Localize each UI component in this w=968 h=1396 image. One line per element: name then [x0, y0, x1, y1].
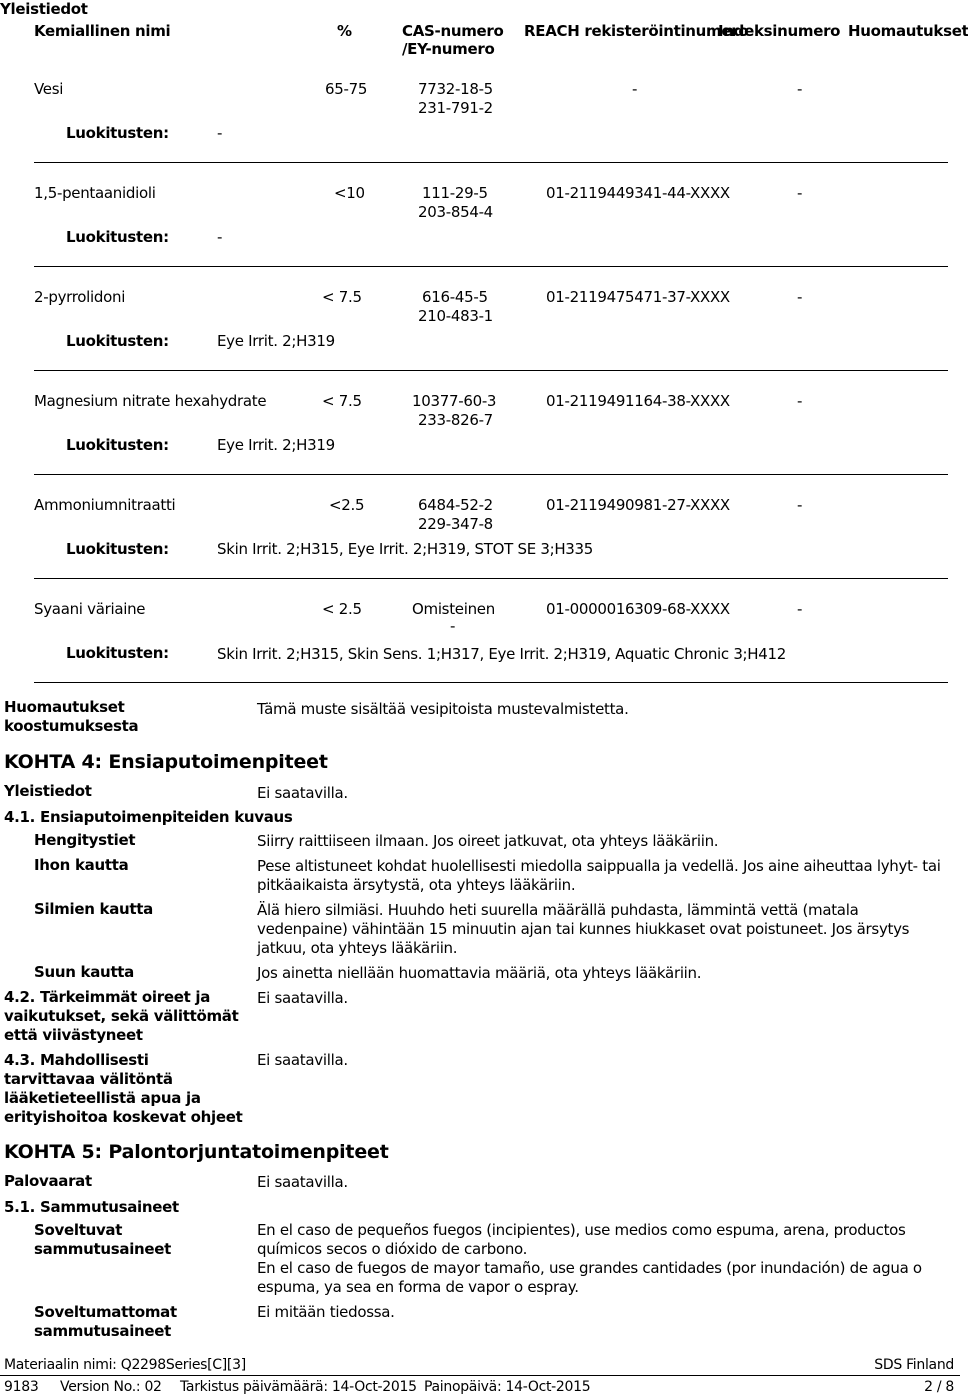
skin-text: Pese altistuneet kohdat huolellisesti miedolla saippualla ja vedellä. Jos aine aiheuttaa lyhyt- tai pitkäaikaista ärsytystä, ota yhteys lääkäriin.	[257, 857, 941, 894]
suitable-media-label: Soveltuvat	[34, 1221, 123, 1239]
header-notes: Huomautukset	[848, 22, 968, 40]
general-label: Yleistiedot	[4, 782, 92, 800]
row-percent: <10	[334, 184, 365, 202]
suitable-media-text: En el caso de fuegos de mayor tamaño, use grandes cantidades (por inundación) de agua o espuma, ya sea en forma de vapor o espray.	[257, 1259, 922, 1296]
section-5-title: KOHTA 5: Palontorjuntatoimenpiteet	[4, 1141, 389, 1163]
classification-label: Luokitusten:	[66, 228, 169, 246]
row-divider	[34, 162, 948, 163]
suitable-media-text: En el caso de pequeños fuegos (incipientes), use medios como espuma, arena, productos químicos secos o dióxido de carbono.	[257, 1221, 906, 1258]
unsuitable-media-label: Soveltumattomat	[34, 1303, 177, 1321]
row-chemical-name: Vesi	[34, 80, 64, 98]
top-heading: Yleistiedot	[0, 0, 88, 18]
row-ec: 210-483-1	[418, 307, 493, 325]
row-index: -	[797, 496, 803, 514]
unsuitable-media-label: sammutusaineet	[34, 1322, 172, 1340]
composition-note-text: Tämä muste sisältää vesipitoista mustevalmistetta.	[257, 700, 629, 718]
subsection-5-1-title: 5.1. Sammutusaineet	[4, 1198, 179, 1216]
classification-value: Eye Irrit. 2;H319	[217, 436, 335, 454]
row-chemical-name: Ammoniumnitraatti	[34, 496, 176, 514]
row-notes: -	[797, 80, 803, 98]
footer-print-date: Painopäivä: 14-Oct-2015	[424, 1379, 591, 1395]
subsection-4-3-title: 4.3. Mahdollisesti tarvittavaa välitöntä lääketieteellistä apua ja erityishoitoa koskevat ohjeet	[4, 1051, 243, 1126]
row-index: -	[797, 184, 803, 202]
header-chemical-name: Kemiallinen nimi	[34, 22, 171, 40]
classification-value: Skin Irrit. 2;H315, Skin Sens. 1;H317, Eye Irrit. 2;H319, Aquatic Chronic 3;H412	[217, 645, 787, 663]
classification-label: Luokitusten:	[66, 540, 169, 558]
row-reach: 01-2119449341-44-XXXX	[546, 184, 730, 202]
skin-label: Ihon kautta	[34, 856, 129, 874]
fire-hazards-value: Ei saatavilla.	[257, 1173, 348, 1191]
row-percent: < 7.5	[322, 392, 362, 410]
classification-label: Luokitusten:	[66, 332, 169, 350]
row-cas: 10377-60-3	[412, 392, 497, 410]
row-reach: 01-0000016309-68-XXXX	[546, 600, 730, 618]
footer-divider	[0, 1375, 960, 1376]
row-ec: 229-347-8	[418, 515, 493, 533]
row-reach: 01-2119490981-27-XXXX	[546, 496, 730, 514]
composition-note-label: koostumuksesta	[4, 717, 139, 735]
row-ec: 233-826-7	[418, 411, 493, 429]
subsection-4-2-value: Ei saatavilla.	[257, 989, 348, 1007]
footer-revision-date: Tarkistus päivämäärä: 14-Oct-2015	[180, 1379, 417, 1395]
row-divider	[34, 370, 948, 371]
row-divider	[34, 266, 948, 267]
subsection-4-1-title: 4.1. Ensiaputoimenpiteiden kuvaus	[4, 808, 293, 826]
row-chemical-name: 1,5-pentaanidioli	[34, 184, 156, 202]
row-index: -	[632, 80, 638, 98]
classification-label: Luokitusten:	[66, 644, 169, 662]
subsection-4-2-title: 4.2. Tärkeimmät oireet ja vaikutukset, sekä välittömät että viivästyneet	[4, 988, 239, 1044]
classification-value: -	[217, 124, 223, 142]
unsuitable-media-value: Ei mitään tiedossa.	[257, 1303, 395, 1321]
row-ec: 203-854-4	[418, 203, 493, 221]
row-chemical-name: 2-pyrrolidoni	[34, 288, 126, 306]
suitable-media-label: sammutusaineet	[34, 1240, 172, 1258]
composition-note-label: Huomautukset	[4, 698, 125, 716]
eyes-label: Silmien kautta	[34, 900, 153, 918]
footer-version: Version No.: 02	[60, 1379, 162, 1395]
row-chemical-name: Magnesium nitrate hexahydrate	[34, 392, 267, 410]
header-ec: /EY-numero	[402, 40, 495, 58]
classification-value: Skin Irrit. 2;H315, Eye Irrit. 2;H319, STOT SE 3;H335	[217, 540, 594, 558]
row-percent: 65-75	[325, 80, 368, 98]
header-percent: %	[337, 22, 352, 40]
classification-value: -	[217, 228, 223, 246]
subsection-4-3-value: Ei saatavilla.	[257, 1051, 348, 1069]
ingestion-text: Jos ainetta niellään huomattavia määriä, ota yhteys lääkäriin.	[257, 964, 702, 982]
classification-value: Eye Irrit. 2;H319	[217, 332, 335, 350]
row-reach: 01-2119475471-37-XXXX	[546, 288, 730, 306]
row-cas: 7732-18-5	[418, 80, 493, 98]
row-percent: < 2.5	[322, 600, 362, 618]
footer-doc-number: 9183	[4, 1379, 39, 1395]
row-reach: 01-2119491164-38-XXXX	[546, 392, 730, 410]
row-ec: -	[450, 617, 456, 635]
row-index: -	[797, 288, 803, 306]
classification-label: Luokitusten:	[66, 436, 169, 454]
header-reach: REACH rekisteröintinumero	[524, 22, 749, 40]
row-cas: 616-45-5	[422, 288, 488, 306]
ingestion-label: Suun kautta	[34, 963, 135, 981]
eyes-text: Älä hiero silmiäsi. Huuhdo heti suurella määrällä puhdasta, lämmintä vettä (matala vedenpaine) vähintään 15 minuutin ajan tai kunnes hiukkaset ovat poistuneet. Jos ärsytys jatkuu, ota yhteys lääkäriin.	[257, 901, 910, 957]
header-cas: CAS-numero	[402, 22, 504, 40]
row-chemical-name: Syaani väriaine	[34, 600, 146, 618]
row-index: -	[797, 600, 803, 618]
row-cas: 111-29-5	[422, 184, 488, 202]
fire-hazards-label: Palovaarat	[4, 1172, 92, 1190]
row-divider	[34, 474, 948, 475]
row-cas: 6484-52-2	[418, 496, 493, 514]
general-value: Ei saatavilla.	[257, 784, 348, 802]
row-cas: Omisteinen	[412, 600, 495, 618]
classification-label: Luokitusten:	[66, 124, 169, 142]
inhalation-text: Siirry raittiiseen ilmaan. Jos oireet jatkuvat, ota yhteys lääkäriin.	[257, 832, 719, 850]
header-index: Indeksinumero	[718, 22, 841, 40]
row-divider	[34, 682, 948, 683]
footer-page-number: 2 / 8	[924, 1379, 954, 1395]
footer-material-name: Materiaalin nimi: Q2298Series[C][3]	[4, 1357, 246, 1373]
row-percent: < 7.5	[322, 288, 362, 306]
row-ec: 231-791-2	[418, 99, 493, 117]
row-percent: <2.5	[329, 496, 365, 514]
row-divider	[34, 578, 948, 579]
row-index: -	[797, 392, 803, 410]
inhalation-label: Hengitystiet	[34, 831, 136, 849]
footer-region: SDS Finland	[874, 1357, 954, 1373]
section-4-title: KOHTA 4: Ensiaputoimenpiteet	[4, 751, 328, 773]
